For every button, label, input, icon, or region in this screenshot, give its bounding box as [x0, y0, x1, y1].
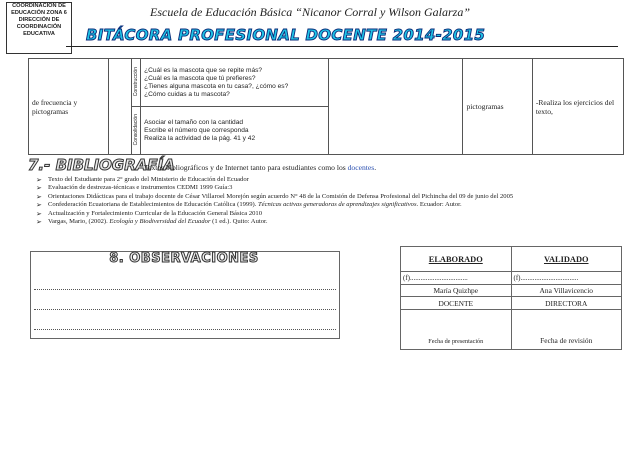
bullet-arrow-icon: ➢	[36, 201, 42, 210]
observation-line[interactable]	[34, 329, 336, 330]
bibliography-entry-title: Ecología y Biodiversidad del Ecuador	[109, 218, 211, 226]
bibliography-entry-tail: . Ecuador: Autor.	[416, 201, 462, 209]
stage-cell	[132, 59, 141, 107]
stage-label: Consolidación	[133, 113, 140, 146]
header-divider	[66, 46, 618, 47]
activity-line: ¿Tienes alguna mascota en tu casa?, ¿cómo es?	[144, 82, 289, 90]
bibliography-entry-tail: (1 ed.). Quito: Autor.	[210, 218, 268, 226]
list-item	[36, 193, 624, 201]
activity-line: ¿Cómo cuidas a tu mascota?	[144, 90, 230, 98]
logo-line: COORDINACIÓN DE	[12, 3, 66, 9]
bullet-arrow-icon: ➢	[36, 192, 42, 201]
list-item	[36, 218, 624, 226]
bullet-arrow-icon: ➢	[36, 218, 42, 227]
school-name: Escuela de Educación Básica “Nicanor Corral y Wilson Galarza”	[150, 5, 470, 19]
list-item	[36, 184, 624, 192]
activity-line: Asociar el tamaño con la cantidad	[144, 118, 244, 126]
signature-table	[400, 246, 622, 350]
bullet-arrow-icon: ➢	[36, 184, 42, 193]
bibliography-entry: Actualización y Fortalecimiento Curricular de la Educación General Básica 2010	[48, 209, 263, 217]
director-role: DIRECTORA	[511, 297, 622, 310]
signature-line-elaborated[interactable]: (f).................................	[401, 272, 512, 285]
activity-line: Escribe el número que corresponda	[144, 126, 249, 134]
logo-line: EDUCACIÓN ZONA 6	[11, 10, 67, 16]
activity-line: Realiza la actividad de la pág. 41 y 42	[144, 134, 256, 142]
signature-line-validated[interactable]: (f).................................	[511, 272, 622, 285]
empty-cell	[328, 59, 463, 155]
bibliography-entry: Evaluación de destrezas-técnicas e instrumentos CEDMI 1999 Guía:3	[48, 184, 233, 192]
list-item	[36, 210, 624, 218]
activity-line: ¿Cuál es la mascota que se repite más?	[144, 66, 263, 74]
list-item	[36, 176, 624, 184]
bibliography-entry: Orientaciones Didácticas para el trabajo docente de César Villaroel Morejón según acuerdo N° 48 de la Comisión de Defensa Profesional del Pichincha del 09 de junio del 2005	[48, 192, 514, 200]
resource-cell: pictogramas	[463, 59, 532, 155]
bibliography-intro-text: Textos bibliográficos y de Internet tanto para estudiantes como los	[144, 163, 346, 172]
observation-line[interactable]	[34, 289, 336, 290]
stage-cell	[132, 107, 141, 155]
logo-line: DIRECCIÓN DE	[18, 17, 60, 23]
elaborated-header: ELABORADO	[401, 247, 512, 272]
activity-line: ¿Cuál es la mascota que tú prefieres?	[144, 74, 256, 82]
list-item	[36, 201, 624, 209]
bibliography-entry: Confederación Ecuatoriana de Establecimientos de Educación Católica (1999).	[48, 201, 257, 209]
empty-cell	[108, 59, 132, 155]
bibliography-entry: Texto del Estudiante para 2° grado del Ministerio de Educación del Ecuador	[48, 176, 249, 183]
bibliography-entry-title: Técnicas activas generadoras de aprendizajes significativos	[258, 201, 417, 209]
institution-logo	[6, 2, 72, 54]
page-title: BITÁCORA PROFESIONAL DOCENTE 2014-2015	[86, 26, 486, 44]
evaluation-cell: -Realiza los ejercicios del texto,	[532, 59, 623, 155]
submission-date[interactable]: Fecha de presentación	[401, 310, 512, 350]
observations-heading: 8. OBSERVACIONES	[109, 251, 259, 266]
planning-table	[28, 58, 624, 155]
logo-line: COORDINACIÓN	[16, 24, 62, 30]
activities-cell	[141, 59, 329, 107]
teacher-name: María Quizhpe	[401, 285, 512, 297]
bibliography-intro-highlight: docentes	[347, 163, 375, 172]
bullet-arrow-icon: ➢	[36, 209, 42, 218]
observation-line[interactable]	[34, 309, 336, 310]
logo-line: EDUCATIVA	[23, 31, 55, 37]
skill-cell: de frecuencia y pictogramas	[29, 59, 109, 155]
bibliography-heading: 7.- BIBLIOGRAFÍA	[28, 156, 175, 174]
stage-label: Construcción	[133, 66, 140, 97]
activities-cell	[141, 107, 329, 155]
director-name: Ana Villavicencio	[511, 285, 622, 297]
teacher-role: DOCENTE	[401, 297, 512, 310]
validated-header: VALIDADO	[511, 247, 622, 272]
bullet-arrow-icon: ➢	[36, 176, 42, 184]
bibliography-list	[36, 176, 624, 226]
review-date[interactable]: Fecha de revisión	[511, 310, 622, 350]
bibliography-intro: Textos bibliográficos y de Internet tanto para estudiantes como los docentes.	[144, 163, 377, 172]
bibliography-entry: Vargas, Mario, (2002).	[48, 218, 108, 226]
